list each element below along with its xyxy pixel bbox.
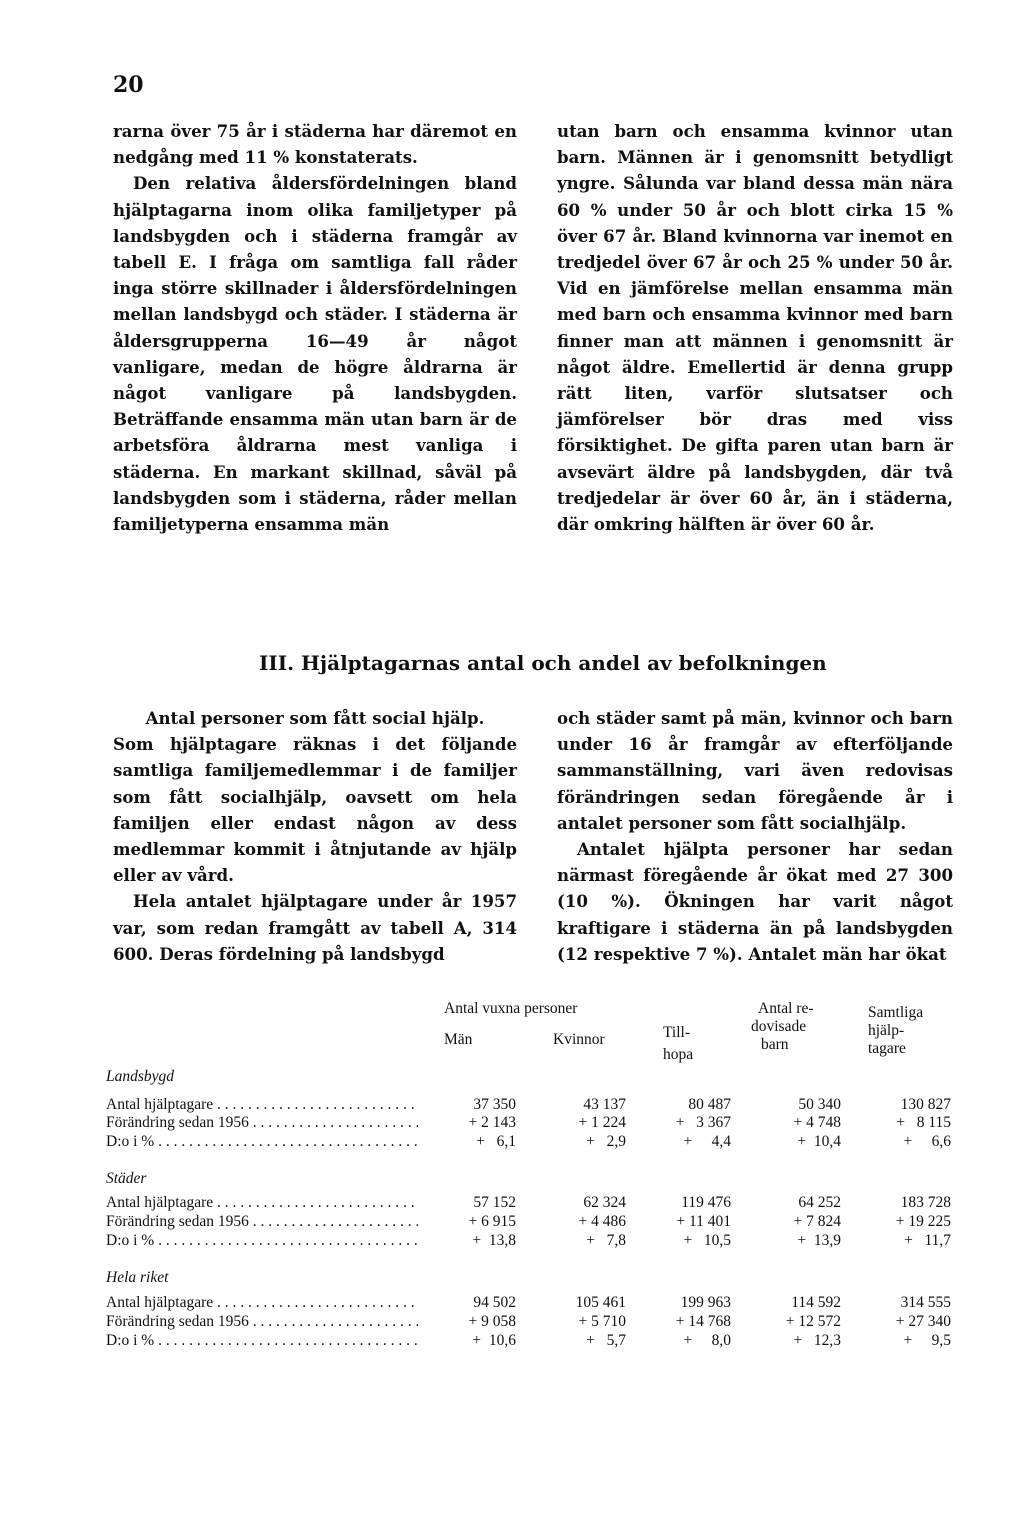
cell: 94 502 bbox=[473, 1294, 516, 1311]
top-right-column bbox=[557, 118, 953, 537]
cell: + 2,9 bbox=[586, 1133, 626, 1150]
cell: 119 476 bbox=[681, 1194, 731, 1211]
cell: + 7,8 bbox=[586, 1232, 626, 1249]
cell: 62 324 bbox=[583, 1194, 626, 1211]
table-row bbox=[106, 1313, 956, 1331]
row-label: Antal hjälptagare . . . bbox=[106, 1096, 418, 1114]
row-label: D:o i % . . . bbox=[106, 1232, 418, 1250]
header-samtliga-1: Samtliga bbox=[868, 1004, 924, 1021]
cell: + 13,9 bbox=[797, 1232, 841, 1249]
cell: + 4 748 bbox=[793, 1114, 841, 1131]
row-label: D:o i % . . . bbox=[106, 1133, 418, 1151]
header-tillhopa-1: Till- bbox=[663, 1024, 691, 1041]
table-row bbox=[106, 1332, 956, 1350]
mid-left-column bbox=[113, 705, 517, 967]
paragraph: Hela antalet hjälptagare under år 1957 var, som redan framgått av tabell A, 314 600. Deras fördelning på landsbygd bbox=[113, 891, 517, 964]
header-samtliga-2: hjälp- bbox=[868, 1022, 905, 1039]
table-row bbox=[106, 1213, 956, 1231]
cell: 64 252 bbox=[798, 1194, 841, 1211]
cell: 130 827 bbox=[900, 1096, 951, 1113]
header-tillhopa-2: hopa bbox=[663, 1046, 694, 1063]
cell: + 10,6 bbox=[472, 1332, 516, 1349]
top-left-column bbox=[113, 118, 517, 537]
cell: + 2 143 bbox=[468, 1114, 516, 1131]
cell: + 10,5 bbox=[683, 1232, 731, 1249]
mid-right-column bbox=[557, 705, 953, 967]
group-label: Hela riket bbox=[106, 1269, 169, 1286]
cell: 183 728 bbox=[900, 1194, 951, 1211]
paragraph: Som hjälptagare räknas i det följande samtliga familjemedlemmar i de familjer som fått socialhjälp, oavsett om hela familjen eller endast någon av dess medlemmar kommit i åtnjutande av hjälp eller av vård. bbox=[113, 734, 517, 886]
cell: + 9 058 bbox=[468, 1313, 516, 1330]
table-row bbox=[106, 1232, 956, 1250]
paragraph: Antalet hjälpta personer har sedan närmast föregående år ökat med 27 300 (10 %). Ökningen har varit något kraftigare i städerna än på landsbygden (12 respektive 7 %). Antalet män har ökat bbox=[557, 839, 953, 964]
cell: + 6,1 bbox=[476, 1133, 516, 1150]
header-barn-2: dovisade bbox=[751, 1018, 807, 1035]
cell: 37 350 bbox=[473, 1096, 516, 1113]
cell: + 12,3 bbox=[793, 1332, 841, 1349]
cell: 57 152 bbox=[473, 1194, 516, 1211]
row-label: Antal hjälptagare . . . bbox=[106, 1194, 418, 1212]
cell: + 10,4 bbox=[797, 1133, 841, 1150]
cell: 105 461 bbox=[575, 1294, 626, 1311]
paragraph: utan barn och ensamma kvinnor utan barn. Männen är i genomsnitt betydligt yngre. Sålunda var bland dessa män nära 60 % under 50 år och blott cirka 15 % över 67 år. Bland kvinnorna var inemot en tredjedel över 67 år och 25 % under 50 år. Vid en jämförelse mellan ensamma män med barn och ensamma kvinnor med barn finner man att männen i genomsnitt är något äldre. Emellertid är denna grupp rätt liten, varför slutsatser och jämförelser bör dras med viss försiktighet. De gifta paren utan barn är avsevärt äldre på landsbygden, där två tredjedelar är över 60 år, än i städerna, där omkring hälften är över 60 år. bbox=[557, 121, 953, 535]
cell: + 1 224 bbox=[578, 1114, 626, 1131]
cell: 43 137 bbox=[583, 1096, 626, 1113]
cell: + 8 115 bbox=[896, 1114, 951, 1131]
section-heading: III. Hjälptagarnas antal och andel av befolkningen bbox=[259, 651, 827, 675]
row-label: Förändring sedan 1956 . . . bbox=[106, 1114, 418, 1132]
cell: + 5 710 bbox=[578, 1313, 626, 1330]
row-label: Antal hjälptagare . . . bbox=[106, 1294, 418, 1312]
row-label: D:o i % . . . bbox=[106, 1332, 418, 1350]
cell: + 27 340 bbox=[895, 1313, 951, 1330]
subheading: Antal personer som fått social hjälp. bbox=[145, 708, 485, 728]
cell: 114 592 bbox=[791, 1294, 841, 1311]
cell: + 11 401 bbox=[676, 1213, 731, 1230]
cell: + 14 768 bbox=[675, 1313, 731, 1330]
cell: + 7 824 bbox=[793, 1213, 841, 1230]
table-row bbox=[106, 1294, 956, 1312]
table-row bbox=[106, 1133, 956, 1151]
cell: + 11,7 bbox=[904, 1232, 951, 1249]
cell: + 6 915 bbox=[468, 1213, 516, 1230]
header-barn-3: barn bbox=[761, 1036, 789, 1053]
cell: + 3 367 bbox=[675, 1114, 731, 1131]
cell: + 5,7 bbox=[586, 1332, 626, 1349]
paragraph: Den relativa åldersfördelningen bland hjälptagarna inom olika familjetyper på landsbygden och i städerna framgår av tabell E. I fråga om samtliga fall råder inga större skillnader i åldersfördelningen mellan landsbygd och städer. I städerna är åldersgrupperna 16—49 år något vanligare, medan de högre åldrarna är något vanligare på landsbygden. Beträffande ensamma män utan barn är de arbetsföra åldrarna mest vanliga i städerna. En markant skillnad, såväl på landsbygden som i städerna, råder mellan familjetyperna ensamma män bbox=[113, 173, 517, 535]
header-samtliga-3: tagare bbox=[868, 1040, 906, 1057]
cell: + 12 572 bbox=[785, 1313, 841, 1330]
cell: + 9,5 bbox=[903, 1332, 951, 1349]
row-label: Förändring sedan 1956 . . . bbox=[106, 1213, 418, 1231]
header-adults-group: Antal vuxna personer bbox=[444, 1000, 578, 1017]
cell: + 4,4 bbox=[683, 1133, 731, 1150]
table-row bbox=[106, 1096, 956, 1114]
cell: + 19 225 bbox=[895, 1213, 951, 1230]
group-label: Städer bbox=[106, 1170, 147, 1187]
table-row bbox=[106, 1194, 956, 1212]
header-man: Män bbox=[444, 1031, 473, 1048]
table-row bbox=[106, 1114, 956, 1132]
header-barn-1: Antal re- bbox=[758, 1000, 814, 1017]
header-kvinnor: Kvinnor bbox=[553, 1031, 605, 1048]
cell: 80 487 bbox=[688, 1096, 731, 1113]
paragraph: rarna över 75 år i städerna har däremot en nedgång med 11 % konstaterats. bbox=[113, 121, 517, 168]
cell: + 8,0 bbox=[683, 1332, 731, 1349]
page-number: 20 bbox=[113, 72, 144, 98]
cell: + 4 486 bbox=[578, 1213, 626, 1230]
row-label: Förändring sedan 1956 . . . bbox=[106, 1313, 418, 1331]
group-label: Landsbygd bbox=[106, 1068, 175, 1085]
cell: + 6,6 bbox=[903, 1133, 951, 1150]
cell: + 13,8 bbox=[472, 1232, 516, 1249]
paragraph: och städer samt på män, kvinnor och barn under 16 år framgår av efterföljande sammanställning, vari även redovisas förändringen sedan föregående år i antalet personer som fått socialhjälp. bbox=[557, 708, 953, 833]
cell: 314 555 bbox=[900, 1294, 951, 1311]
cell: 199 963 bbox=[680, 1294, 731, 1311]
cell: 50 340 bbox=[798, 1096, 841, 1113]
